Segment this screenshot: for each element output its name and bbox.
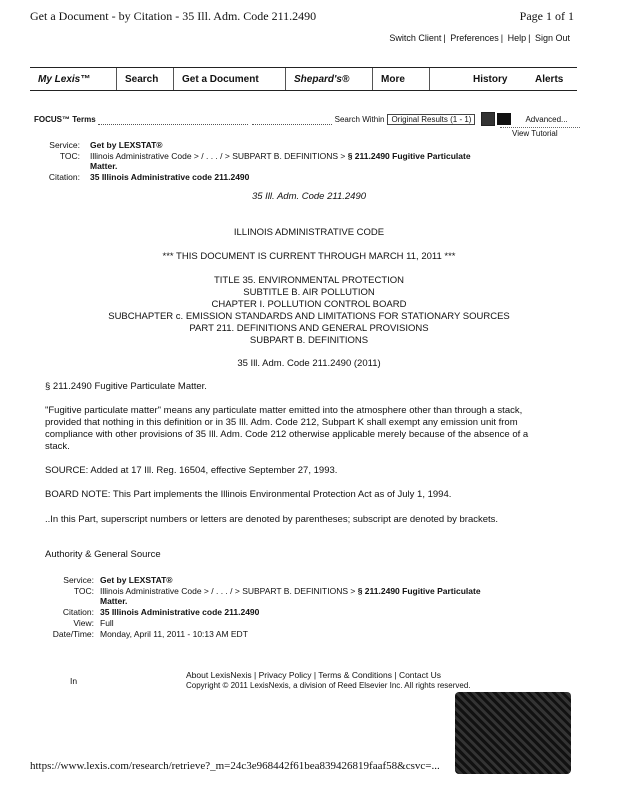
search-within-select[interactable]: Original Results (1 - 1) — [387, 114, 475, 125]
toc-path — [100, 586, 481, 596]
focus-search-row — [34, 112, 568, 126]
privacy-policy-link[interactable]: Privacy Policy — [258, 670, 312, 680]
tab-get-a-document[interactable]: Get a Document — [174, 68, 286, 90]
top-utility-links: Switch Client | Preferences | Help | Sign Out — [389, 33, 570, 43]
currency-statement: *** THIS DOCUMENT IS CURRENT THROUGH MARCH 11, 2011 *** — [162, 251, 456, 262]
switch-client-link[interactable]: Switch Client — [389, 33, 442, 43]
citation-label: Citation: — [62, 607, 94, 617]
citation-value: 35 Illinois Administrative code 211.2490 — [100, 607, 260, 617]
contact-us-link[interactable]: Contact Us — [398, 670, 441, 680]
print-footer-url: https://www.lexis.com/research/retrieve?_m=24c3e968442f61bea839426819faaf58&csvc=... — [30, 760, 440, 772]
view-label: View: — [73, 618, 94, 628]
print-header-title: Get a Document - by Citation - 35 Ill. Adm. Code 211.2490 — [30, 9, 317, 23]
redaction-stamp — [455, 692, 571, 774]
code-title: ILLINOIS ADMINISTRATIVE CODE — [233, 227, 385, 238]
tab-my-lexis[interactable]: My Lexis™ — [30, 68, 117, 90]
hierarchy-part: PART 211. DEFINITIONS AND GENERAL PROVISIONS — [189, 323, 429, 334]
footer-copyright: Copyright © 2011 LexisNexis, a division of Reed Elsevier Inc. All rights reserved. — [186, 681, 471, 690]
toc-breadcrumb[interactable]: Illinois Administrative Code > / . . . / > SUBPART B. DEFINITIONS > — [90, 151, 346, 161]
toc-section-cont: Matter. — [90, 161, 118, 171]
hierarchy-subtitle: SUBTITLE B. AIR POLLUTION — [243, 287, 375, 298]
definition-paragraph: "Fugitive particulate matter" means any particulate matter emitted into the atmosphere other than through a stack, provided that nothing in this definition or in 35 Ill. Adm. Code 212, Subpart K shall exempt any emission unit from compliance with other provisions of 35 Ill. Adm. Code 212 otherwise applicable merely because of the absence of a stack. — [45, 405, 529, 452]
toc-section[interactable]: § 211.2490 Fugitive Particulate — [357, 586, 481, 596]
terms-conditions-link[interactable]: Terms & Conditions — [318, 670, 392, 680]
citation-label: Citation: — [48, 172, 80, 182]
citation-italic: 35 Ill. Adm. Code 211.2490 — [251, 191, 367, 202]
tab-more[interactable]: More — [373, 68, 430, 90]
view-value: Full — [100, 618, 114, 628]
service-label: Service: — [63, 575, 94, 585]
toc-label: TOC: — [73, 586, 94, 596]
go-button[interactable] — [481, 112, 495, 126]
toc-section-cont: Matter. — [100, 596, 128, 606]
sign-out-link[interactable]: Sign Out — [534, 33, 570, 43]
tab-history[interactable]: History — [473, 73, 508, 85]
view-tutorial-link[interactable]: View Tutorial — [512, 129, 558, 138]
advanced-link[interactable]: Advanced... — [525, 114, 568, 124]
divider — [500, 127, 580, 128]
print-header-page-number: Page 1 of 1 — [519, 9, 574, 23]
service-label: Service: — [49, 140, 80, 150]
section-heading: § 211.2490 Fugitive Particulate Matter. — [45, 381, 207, 392]
datetime-label: Date/Time: — [52, 629, 94, 639]
citation-value: 35 Illinois Administrative code 211.2490 — [90, 172, 250, 182]
superscript-note: ..In this Part, superscript numbers or letters are denoted by parentheses; subscript are denoted by brackets. — [45, 514, 499, 525]
authority-link[interactable]: Authority & General Source — [45, 549, 161, 560]
focus-terms-input-extra[interactable] — [252, 114, 332, 125]
toc-path — [90, 151, 471, 161]
toc-section[interactable]: § 211.2490 Fugitive Particulate — [347, 151, 471, 161]
tab-search[interactable]: Search — [117, 68, 174, 90]
preferences-link[interactable]: Preferences — [450, 33, 499, 43]
about-lexisnexis-link[interactable]: About LexisNexis — [186, 670, 252, 680]
board-note: BOARD NOTE: This Part implements the Illinois Environmental Protection Act as of July 1, 1994. — [45, 489, 452, 500]
datetime-value: Monday, April 11, 2011 - 10:13 AM EDT — [100, 629, 248, 639]
hierarchy-subpart: SUBPART B. DEFINITIONS — [249, 335, 369, 346]
go-icon[interactable] — [497, 113, 511, 125]
service-value: Get by LEXSTAT® — [100, 575, 173, 585]
footer-links: About LexisNexis | Privacy Policy | Terms & Conditions | Contact Us — [186, 670, 441, 680]
tab-alerts[interactable]: Alerts — [535, 73, 564, 85]
footer-in-label: In — [70, 676, 78, 686]
toc-label: TOC: — [59, 151, 80, 161]
hierarchy-title: TITLE 35. ENVIRONMENTAL PROTECTION — [213, 275, 405, 286]
hierarchy-subchapter: SUBCHAPTER c. EMISSION STANDARDS AND LIMITATIONS FOR STATIONARY SOURCES — [108, 311, 510, 322]
help-link[interactable]: Help — [507, 33, 527, 43]
hierarchy-chapter: CHAPTER I. POLLUTION CONTROL BOARD — [211, 299, 407, 310]
citation-year: 35 Ill. Adm. Code 211.2490 (2011) — [237, 358, 381, 369]
search-within-label: Search Within — [334, 114, 385, 124]
focus-terms-label: FOCUS™ Terms — [34, 114, 96, 124]
focus-terms-input[interactable] — [98, 114, 248, 125]
source-note: SOURCE: Added at 17 Ill. Reg. 16504, effective September 27, 1993. — [45, 465, 338, 476]
service-value: Get by LEXSTAT® — [90, 140, 163, 150]
main-nav-bar — [30, 67, 577, 91]
toc-breadcrumb[interactable]: Illinois Administrative Code > / . . . / > SUBPART B. DEFINITIONS > — [100, 586, 356, 596]
tab-shepards[interactable]: Shepard's® — [286, 68, 373, 90]
